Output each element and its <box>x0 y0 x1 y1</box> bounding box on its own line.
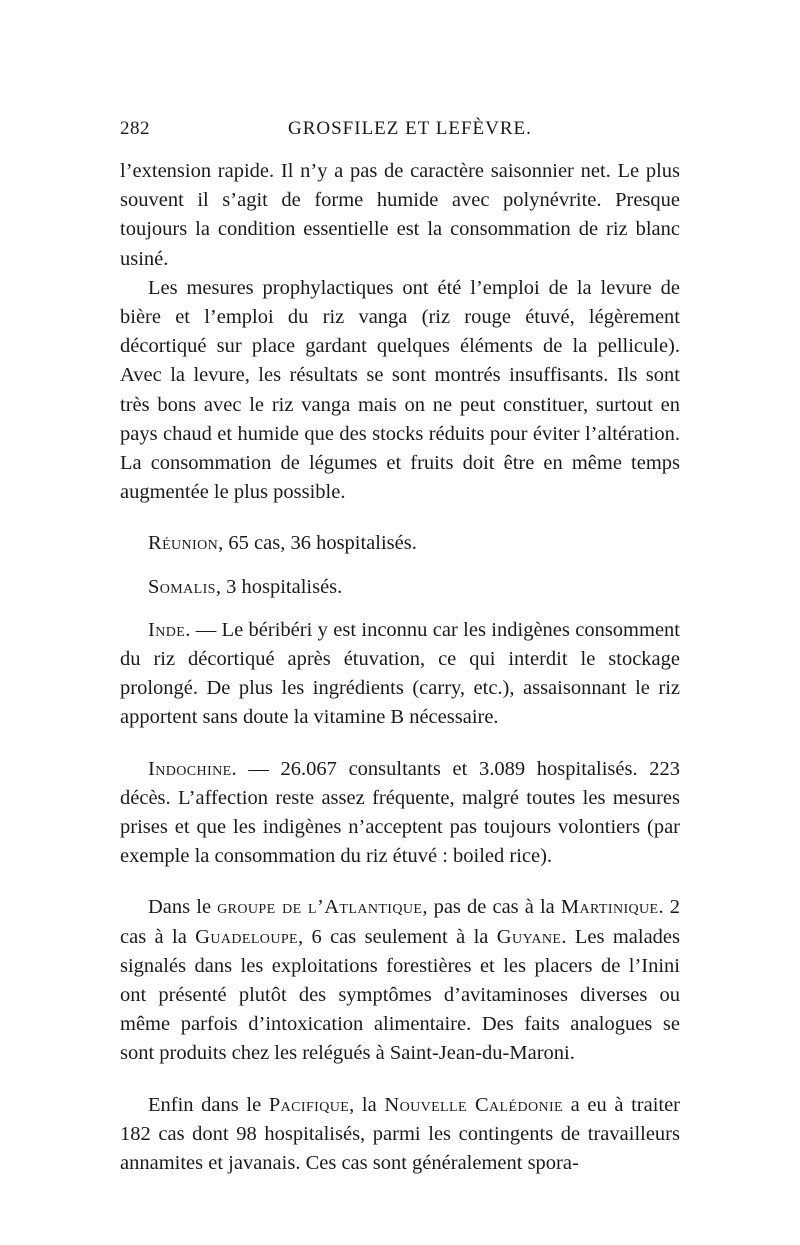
place-name-guyane: Guyane <box>496 925 562 948</box>
place-name-nouvelle-caledonie: Nouvelle Calédonie <box>384 1093 563 1116</box>
paragraph-indochine <box>120 755 680 872</box>
somalis-text: , 3 hospitalisés. <box>215 575 343 598</box>
place-name-reunion: Réunion <box>148 532 219 555</box>
paragraph-reunion <box>120 529 680 558</box>
atlantique-text-3: . 2 cas à la <box>120 896 680 948</box>
place-name-guadeloupe: Guadeloupe <box>195 925 298 948</box>
paragraph-atlantique <box>120 893 680 1068</box>
paragraph-continuation: l’extension rapide. Il n’y a pas de caractère saisonnier net. Le plus souvent il s’agit de forme humide avec polynévrite. Presque toujours la condition essentielle est la consommation de riz blanc usiné. <box>120 160 680 270</box>
place-name-pacifique: Pacifique <box>268 1093 350 1116</box>
page-header <box>120 118 680 148</box>
inde-text: . — Le béribéri y est inconnu car les indigènes consomment du riz décortiqué après étuvation, ce qui interdit le stockage prolongé. De plus les ingrédients (carry, etc.), assaisonnant le riz apportent sans doute la vitamine B nécessaire. <box>120 618 680 729</box>
paragraph-inde <box>120 616 680 733</box>
pacifique-text-3: a eu à traiter 182 cas dont 98 hospitalisés, parmi les contingents de travailleurs annamites et javanais. Ces cas sont généralement spora- <box>120 1093 681 1175</box>
place-name-inde: Inde <box>148 618 186 641</box>
atlantique-text-1: Dans le <box>148 896 218 919</box>
place-name-somalis: Somalis <box>148 575 216 598</box>
group-name-atlantique: groupe de l’Atlantique <box>217 896 423 919</box>
paragraph-somalis <box>120 573 680 602</box>
paragraph-pacifique <box>120 1091 680 1179</box>
place-name-indochine: Indochine <box>148 757 232 780</box>
indochine-text: . — 26.067 consultants et 3.089 hospitalisés. 223 décès. L’affection reste assez fréquente, malgré toutes les mesures prises et que les indigènes n’acceptent pas toujours volontiers (par exemple la consommation du riz étuvé : boiled rice). <box>120 757 680 868</box>
atlantique-text-5: . Les malades signalés dans les exploitations forestières et les placers de l’Inini ont présenté plutôt des symptômes d’avitaminoses diverses ou même parfois d’intoxication alimentaire. Des faits analogues se sont produits chez les relégués à Saint-Jean-du-Maroni. <box>120 925 681 1065</box>
atlantique-text-2: , pas de cas à la <box>422 896 561 919</box>
running-head: GROSFILEZ ET LEFÈVRE. <box>288 118 532 139</box>
reunion-text: , 65 cas, 36 hospitalisés. <box>218 532 417 555</box>
pacifique-text-2: , la <box>349 1093 385 1116</box>
page-number: 282 <box>120 118 150 139</box>
place-name-martinique: Martinique <box>560 896 659 919</box>
body-text <box>120 157 680 1178</box>
atlantique-text-4: , 6 cas seulement à la <box>297 925 497 948</box>
pacifique-text-1: Enfin dans le <box>148 1093 269 1116</box>
paragraph-prophylaxis: Les mesures prophylactiques ont été l’emploi de la levure de bière et l’emploi du riz vanga (riz rouge étuvé, légèrement décortiqué sur place gardant quelques éléments de la pellicule). Avec la levure, les résultats se sont montrés insuffisants. Ils sont très bons avec le riz vanga mais on ne peut constituer, surtout en pays chaud et humide que des stocks réduits pour éviter l’altération. La consommation de légumes et fruits doit être en même temps augmentée le plus possible. <box>120 276 680 504</box>
